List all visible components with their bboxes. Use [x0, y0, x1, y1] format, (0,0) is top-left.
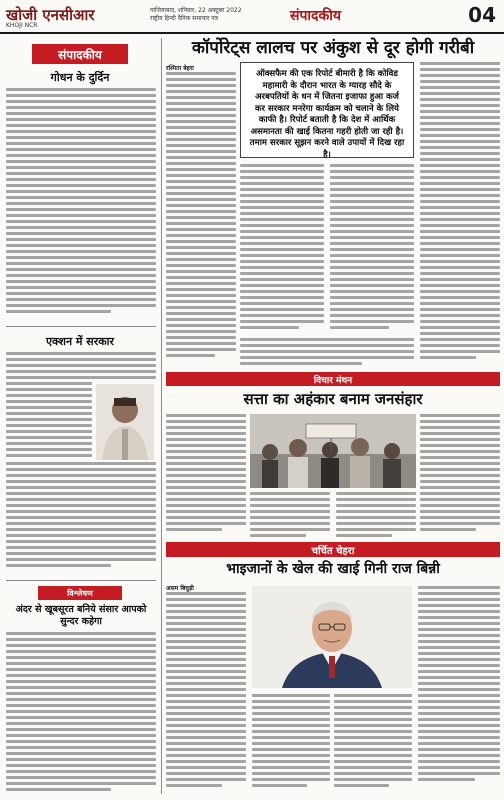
vichar-body-col1 [166, 414, 246, 534]
main-body-col2 [240, 164, 324, 332]
vichar-photo [250, 414, 416, 488]
main-headline: कॉर्पोरेट्स लालच पर अंकुश से दूर होगी गरीबी [191, 38, 475, 58]
page-number: 04 [468, 3, 496, 27]
main-pull-quote: ऑक्सफैम की एक रिपोर्ट बीमारी है कि कोविड महामारी के दौरान भारत के ग्यारह सौदे के अरबपतियों के धन में जितना इजाफा हुआ कर्ज कर सरकार मनरेगा कार्यक्रम को चलाने के लिये काफी है। रिपोर्ट बताती है कि देश में आर्थिक असमानता की खाई कितना गहरी होती जा रही है। तमाम सरकार सूझन करने वाले उपायों में दिख रहा है। [240, 62, 414, 158]
main-body-col4 [420, 62, 500, 362]
vichar-headline: सत्ता का अहंकार बनाम जनसंहार [243, 390, 423, 408]
vichar-label: विचार मंथन [166, 372, 500, 386]
vichar-body-col2 [250, 492, 330, 540]
dateline [150, 7, 260, 23]
dateline-subtext: राष्ट्रीय हिन्दी दैनिक समाचार पत्र [150, 15, 218, 22]
charchit-label: चर्चित चेहरा [166, 542, 500, 557]
opinion-body-bottom [6, 462, 156, 570]
charchit-body-col4 [418, 586, 500, 784]
charchit-headline: भाइजानों के खेल की खाई गिनी राज बिन्नी [226, 561, 440, 577]
charchit-body-col2 [252, 694, 330, 790]
charchit-portrait [252, 586, 412, 688]
charchit-body-col1 [166, 592, 246, 790]
dateline-text: गाजियाबाद, शनिवार, 22 अक्टूबर 2022 [150, 7, 242, 14]
editorial-body [6, 88, 156, 316]
main-body-bottom [240, 338, 414, 368]
opinion-body-left [6, 382, 92, 460]
vichar-body-col3 [336, 492, 416, 540]
vishleshan-title: अंदर से खूबसूरत बनिये संसार आपको सुन्दर कहेगा [15, 604, 147, 627]
editorial-title: गोधन के दुर्दिन [50, 71, 110, 84]
main-body-col3 [330, 164, 414, 332]
opinion-photo [96, 384, 154, 460]
charchit-body-col3 [334, 694, 412, 790]
vishleshan-label: विश्लेषण [38, 586, 122, 600]
main-body-col1-top [166, 72, 236, 360]
vishleshan-body [6, 632, 156, 794]
charchit-byline: असम बिधुड़ी [166, 585, 194, 592]
opinion-title: एक्शन में सरकार [45, 335, 115, 348]
brand-logo: खोजी एनसीआर [6, 6, 95, 24]
section-title: संपादकीय [290, 8, 341, 24]
main-byline: रश्मिता बेहरा [166, 65, 194, 72]
masthead [0, 0, 504, 34]
editorial-label: संपादकीय [32, 44, 128, 64]
vichar-body-col4 [420, 414, 500, 534]
opinion-body-top [6, 352, 156, 382]
brand-subtitle: KHOJI NCR [6, 22, 38, 29]
